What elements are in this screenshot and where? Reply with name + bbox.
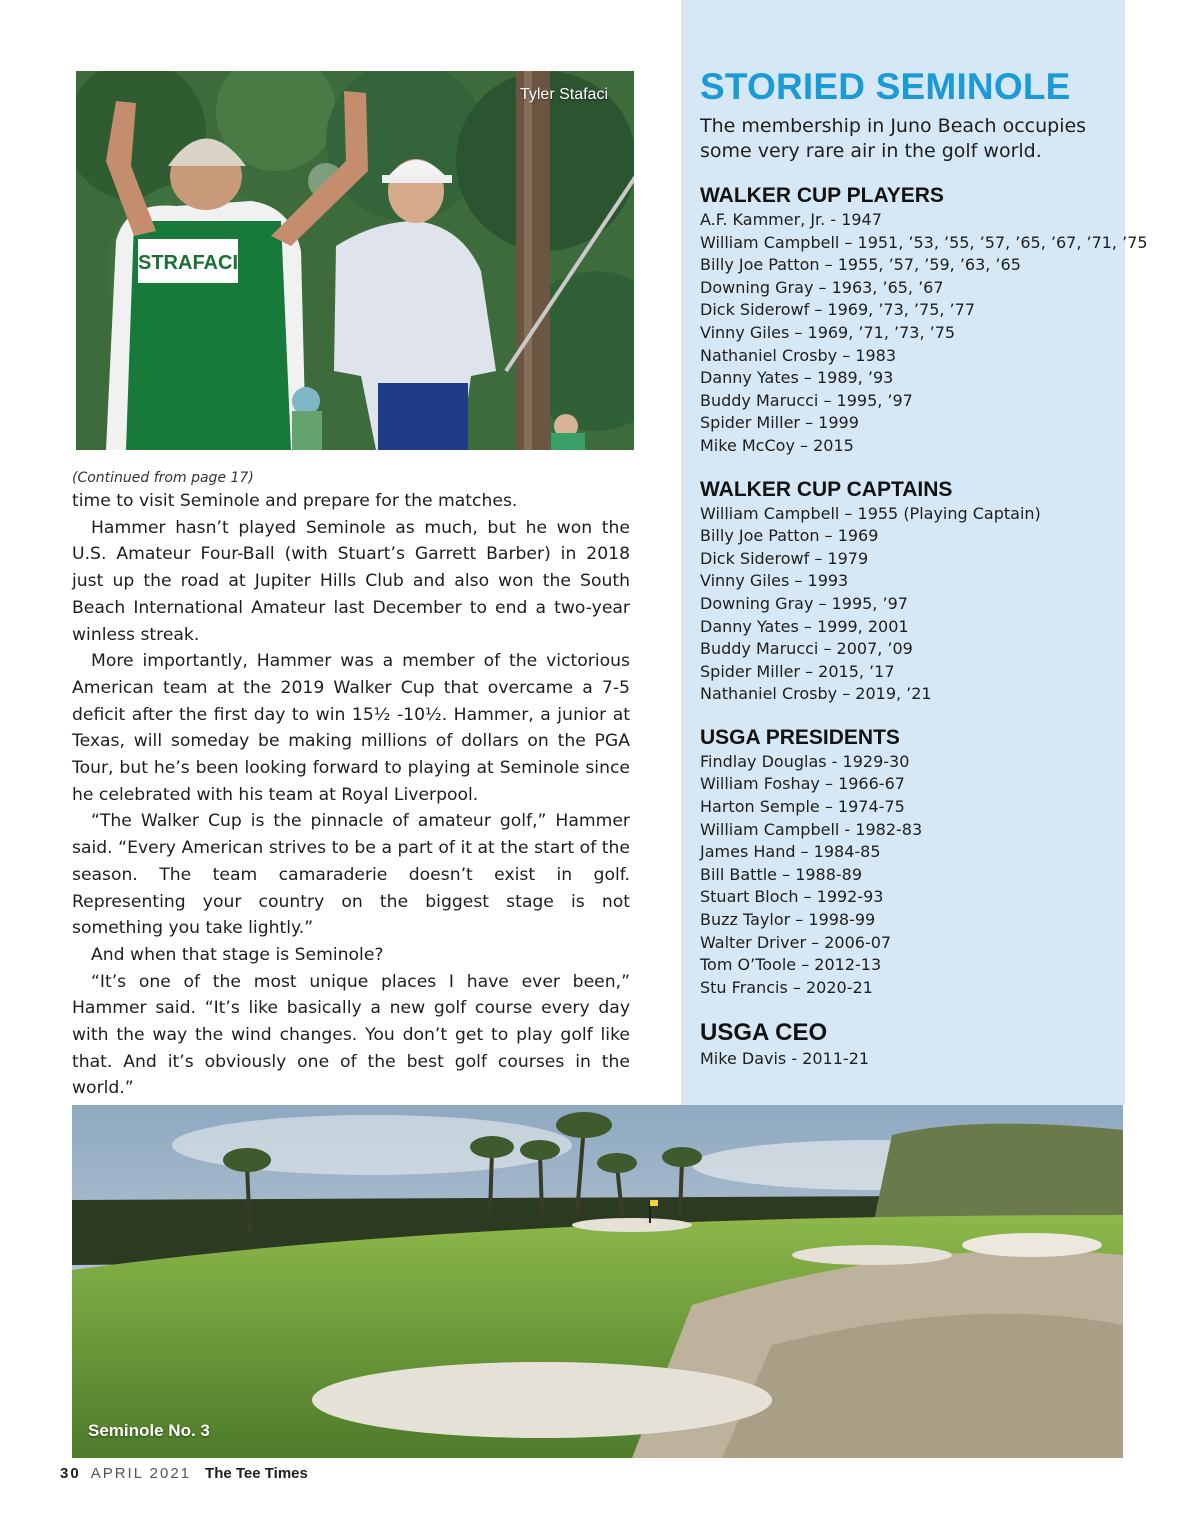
- sidebar-title: STORIED SEMINOLE: [700, 66, 1071, 107]
- list-item: Vinny Giles – 1969, ’71, ’73, ’75: [700, 322, 956, 342]
- continued-note: (Continued from page 17): [72, 470, 254, 486]
- sidebar-intro: The membership in Juno Beach occupies some very rare air in the golf world.: [700, 115, 1087, 162]
- section-heading: WALKER CUP CAPTAINS: [700, 477, 953, 501]
- list-item: Mike Davis - 2011-21: [700, 1049, 870, 1069]
- walker-cup-captains-section: [700, 478, 1120, 706]
- list-item: Buddy Marucci – 2007, ’09: [700, 639, 913, 659]
- celebration-photo: [76, 71, 634, 450]
- list-item: Stuart Bloch – 1992-93: [700, 887, 884, 907]
- article-paragraph: And when that stage is Seminole?: [91, 944, 384, 965]
- article-paragraph: “The Walker Cup is the pinnacle of amateur golf,” Hammer said. “Every American strives to be a part of it at the start of the season. The team camaraderie doesn’t exist in golf. Representing your country on the biggest stage is not something you take lightly.”: [72, 811, 630, 939]
- storied-seminole-sidebar: [700, 66, 1148, 1071]
- list-item: Walter Driver – 2006-07: [700, 932, 892, 952]
- celebration-illustration: [76, 71, 634, 450]
- list-item: Danny Yates – 1999, 2001: [700, 616, 909, 636]
- usga-presidents-list: [700, 751, 1120, 1000]
- publication-name: The Tee Times: [205, 1465, 308, 1482]
- list-item: Stu Francis – 2020-21: [700, 977, 873, 997]
- golf-course-illustration: [72, 1105, 1123, 1458]
- list-item: Nathaniel Crosby – 1983: [700, 345, 896, 365]
- list-item: Buddy Marucci – 1995, ’97: [700, 390, 913, 410]
- list-item: Dick Siderowf – 1969, ’73, ’75, ’77: [700, 300, 975, 320]
- list-item: Downing Gray – 1963, ’65, ’67: [700, 277, 944, 297]
- list-item: Billy Joe Patton – 1969: [700, 526, 879, 546]
- section-heading: USGA PRESIDENTS: [700, 725, 900, 749]
- walker-cup-captains-list: [700, 503, 1120, 706]
- list-item: Harton Semple – 1974-75: [700, 797, 905, 817]
- page-footer: [60, 1463, 308, 1484]
- section-heading: WALKER CUP PLAYERS: [700, 184, 944, 207]
- list-item: Bill Battle – 1988-89: [700, 864, 863, 884]
- list-item: A.F. Kammer, Jr. - 1947: [700, 210, 882, 229]
- list-item: Nathaniel Crosby – 2019, ’21: [700, 684, 932, 704]
- issue-date: APRIL 2021: [90, 1465, 192, 1482]
- list-item: William Foshay – 1966-67: [700, 774, 905, 794]
- section-heading: USGA CEO: [700, 1019, 828, 1047]
- photo-credit: Tyler Stafaci: [519, 86, 608, 103]
- usga-presidents-section: [700, 726, 1120, 1000]
- list-item: Dick Siderowf – 1979: [700, 548, 869, 568]
- usga-ceo-section: [700, 1019, 1120, 1071]
- usga-ceo-list: [700, 1048, 1120, 1071]
- photo-caption: Seminole No. 3: [88, 1421, 210, 1440]
- list-item: Downing Gray – 1995, ’97: [700, 593, 908, 613]
- article-body: [72, 468, 630, 1149]
- list-item: Spider Miller – 2015, ’17: [700, 661, 895, 681]
- article-paragraph: Hammer hasn’t played Seminole as much, but he won the U.S. Amateur Four-Ball (with Stuart’s Garrett Barber) in 2018 just up the road at Jupiter Hills Club and also won the South Beach International Amateur last December to end a two-year winless streak.: [72, 517, 630, 645]
- list-item: Mike McCoy – 2015: [700, 435, 854, 455]
- walker-cup-players-section: [700, 184, 1148, 458]
- vest-name: STRAFACI: [138, 252, 238, 274]
- page-number: 30: [60, 1465, 81, 1482]
- list-item: Billy Joe Patton – 1955, ’57, ’59, ’63, ’65: [700, 255, 1021, 275]
- list-item: Vinny Giles – 1993: [700, 571, 849, 591]
- article-paragraph: time to visit Seminole and prepare for the matches.: [72, 491, 518, 511]
- list-item: Danny Yates – 1989, ’93: [700, 368, 894, 388]
- list-item: Spider Miller – 1999: [700, 413, 859, 433]
- course-photo: [72, 1105, 1123, 1458]
- list-item: William Campbell – 1955 (Playing Captain): [700, 503, 1041, 523]
- walker-cup-players-list: [700, 209, 1148, 458]
- article-paragraph: “It’s one of the most unique places I have ever been,” Hammer said. “It’s like basically a new golf course every day with the way the wind changes. You don’t get to play golf like that. And it’s obviously one of the best golf courses in the world.”: [72, 971, 630, 1099]
- list-item: Buzz Taylor – 1998-99: [700, 910, 876, 930]
- list-item: Tom O’Toole – 2012-13: [700, 955, 882, 975]
- article-paragraph: More importantly, Hammer was a member of the victorious American team at the 2019 Walker Cup that overcame a 7-5 deficit after the first day to win 15½ -10½. Hammer, a junior at Texas, will someday be making millions of dollars on the PGA Tour, but he’s been looking forward to playing at Seminole since he celebrated with his team at Royal Liverpool.: [72, 651, 630, 805]
- list-item: Findlay Douglas - 1929-30: [700, 751, 910, 771]
- list-item: William Campbell – 1951, ’53, ’55, ’57, ’65, ’67, ’71, ’75: [700, 232, 1148, 252]
- list-item: James Hand – 1984-85: [700, 842, 881, 862]
- list-item: William Campbell - 1982-83: [700, 819, 923, 839]
